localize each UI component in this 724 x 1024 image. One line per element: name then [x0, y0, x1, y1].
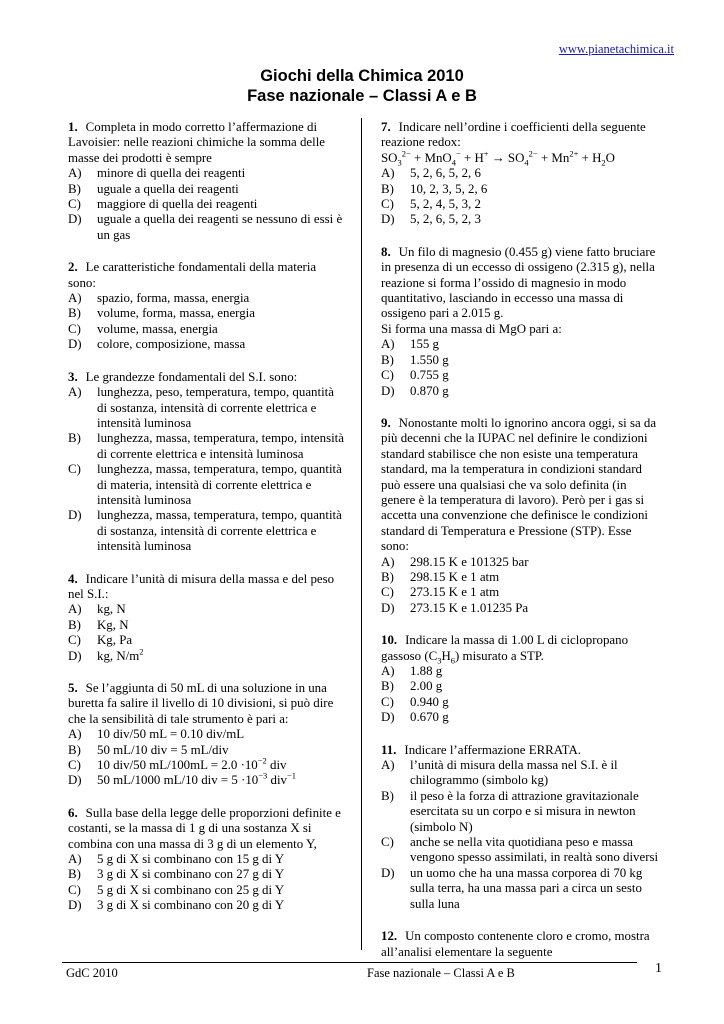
- option-text: spazio, forma, massa, energia: [97, 291, 250, 306]
- option-letter: C): [68, 882, 81, 897]
- option-text: lunghezza, massa, temperatura, tempo, intensità di corrente elettrica e intensità luminosa: [97, 431, 344, 461]
- option-letter: A): [68, 385, 82, 400]
- option-letter: C): [381, 197, 394, 212]
- option-a: [68, 166, 344, 181]
- option-d: [68, 646, 344, 664]
- page-number: 1: [655, 961, 662, 976]
- option-text: 0.755 g: [410, 368, 449, 383]
- option-a: [68, 852, 344, 867]
- option-text: 1.550 g: [410, 352, 449, 367]
- question-text: Indicare l’unità di misura della massa e del peso nel S.I.:: [68, 571, 335, 601]
- superscript: +: [483, 148, 489, 159]
- option-letter: B): [381, 569, 394, 584]
- option-letter: B): [381, 181, 394, 196]
- option-letter: C): [381, 835, 394, 850]
- option-letter: D): [68, 212, 82, 227]
- eq-part: + MnO: [410, 150, 452, 165]
- superscript: −3: [258, 771, 268, 782]
- option-d: [381, 212, 659, 227]
- option-letter: C): [381, 368, 394, 383]
- option-a: [381, 337, 659, 352]
- option-letter: A): [381, 166, 395, 181]
- superscript: −: [455, 148, 461, 159]
- website-link[interactable]: www.pianetachimica.it: [558, 42, 674, 56]
- question-11: [381, 743, 659, 912]
- option-b: [381, 353, 659, 368]
- option-letter: D): [68, 508, 82, 523]
- option-c: [68, 322, 344, 337]
- option-letter: D): [68, 898, 82, 913]
- question-3: [68, 370, 344, 555]
- question-text: Un filo di magnesio (0.455 g) viene fatto bruciare in presenza di un eccesso di ossigeno (2.315 g), nella reazione si forma l’ossido di magnesio in modo quantitativo, lasciando in eccesso una massa di ossigeno pari a 2.015 g.: [381, 244, 656, 321]
- option-d: [68, 773, 344, 788]
- option-letter: D): [381, 600, 395, 615]
- option-a: [381, 555, 659, 570]
- question-text-mid: H: [441, 648, 451, 663]
- question-number: 9.: [381, 415, 391, 430]
- question-text-pre: Indicare la massa di 1.00 L di ciclopropano gassoso (C: [381, 633, 629, 663]
- option-letter: B): [68, 181, 81, 196]
- option-b: [68, 618, 344, 633]
- question-number: 4.: [68, 571, 78, 586]
- superscript: 2−: [401, 148, 411, 159]
- option-text: 10 div/50 mL = 0.10 div/mL: [97, 727, 245, 742]
- option-letter: C): [68, 197, 81, 212]
- option-letter: D): [381, 383, 395, 398]
- option-d: [68, 508, 344, 554]
- question-2: [68, 260, 344, 352]
- superscript: 2−: [528, 148, 538, 159]
- question-6: [68, 806, 344, 914]
- question-text: Le caratteristiche fondamentali della materia sono:: [68, 260, 317, 290]
- option-text: lunghezza, peso, temperatura, tempo, quantità di sostanza, intensità di corrente elettrica e intensità luminosa: [97, 385, 334, 430]
- subscript: 2: [601, 157, 606, 168]
- option-text: 5, 2, 6, 5, 2, 6: [410, 166, 481, 181]
- option-letter: A): [68, 166, 82, 181]
- option-letter: A): [68, 727, 82, 742]
- redox-equation: [381, 148, 659, 168]
- page-title: [0, 66, 724, 106]
- option-letter: A): [381, 664, 395, 678]
- option-c: [68, 755, 344, 773]
- superscript: −2: [257, 755, 267, 766]
- title-line-1: Giochi della Chimica 2010: [260, 67, 464, 85]
- question-5: [68, 681, 344, 789]
- option-text: volume, massa, energia: [97, 321, 218, 336]
- question-text: Se l’aggiunta di 50 mL di una soluzione in una buretta fa salire il livello di 10 divisioni, si può dire che la sensibilità di tale strumento è pari a:: [68, 681, 334, 726]
- superscript: −1: [286, 771, 297, 782]
- option-letter: A): [381, 554, 395, 569]
- option-letter: D): [68, 773, 82, 788]
- option-text: 1.88 g: [410, 664, 443, 678]
- option-text: il peso è la forza di attrazione gravitazionale esercitata su un corpo e si misura in newton (simbolo N): [410, 788, 639, 834]
- option-letter: D): [381, 212, 395, 227]
- question-4: [68, 572, 344, 664]
- option-text-post: div: [266, 758, 287, 773]
- superscript: 2+: [569, 148, 579, 159]
- option-letter: D): [68, 648, 82, 663]
- option-text: colore, composizione, massa: [97, 337, 246, 352]
- question-9: [381, 416, 659, 616]
- option-text: 5 g di X si combinano con 25 g di Y: [97, 882, 285, 897]
- eq-part: SO: [381, 150, 398, 165]
- option-letter: B): [68, 617, 81, 632]
- eq-part: + Mn: [537, 150, 570, 165]
- option-letter: C): [68, 633, 81, 648]
- option-text: 5 g di X si combinano con 15 g di Y: [97, 852, 285, 867]
- option-text: lunghezza, massa, temperatura, tempo, quantità di materia, intensità di corrente elettrica e intensità luminosa: [97, 462, 342, 507]
- option-letter: D): [381, 865, 395, 880]
- option-a: [381, 166, 659, 181]
- option-c: [381, 197, 659, 212]
- option-text: 5, 2, 6, 5, 2, 3: [410, 212, 481, 227]
- option-b: [68, 306, 344, 321]
- question-7: [381, 120, 659, 228]
- option-text: 298.15 K e 1 atm: [410, 569, 500, 584]
- option-text: 273.15 K e 1.01235 Pa: [410, 600, 529, 615]
- option-letter: C): [381, 585, 394, 600]
- option-letter: B): [381, 788, 394, 803]
- question-1: [68, 120, 344, 243]
- option-text-main: kg, N/m: [97, 648, 140, 663]
- option-letter: B): [381, 679, 394, 694]
- question-number: 11.: [381, 742, 397, 757]
- option-d: [68, 898, 344, 913]
- option-c: [68, 197, 344, 212]
- question-text: Sulla base della legge delle proporzioni definite e costanti, se la massa di 1 g di una sostanza X si combina con una massa di 3 g di un elemento Y,: [68, 805, 341, 851]
- option-letter: C): [68, 462, 81, 477]
- option-text-pre: 50 mL/1000 mL/10 div = 5 ·10: [97, 773, 259, 788]
- option-text: 50 mL/10 div = 5 mL/div: [97, 742, 229, 757]
- option-c: [68, 462, 344, 508]
- subscript: 3: [397, 157, 402, 168]
- option-letter: A): [381, 758, 395, 773]
- subscript: 4: [451, 157, 456, 168]
- option-c: [381, 585, 659, 600]
- option-text: [97, 646, 344, 664]
- right-column: [381, 120, 659, 977]
- question-text: Le grandezze fondamentali del S.I. sono:: [85, 369, 298, 384]
- option-text-pre: 10 div/50 mL/100mL = 2.0 ·10: [97, 758, 258, 773]
- option-text: l’unità di misura della massa nel S.I. è il chilogrammo (simbolo kg): [410, 758, 618, 788]
- option-text: 3 g di X si combinano con 20 g di Y: [97, 898, 285, 913]
- option-letter: B): [68, 742, 81, 757]
- eq-part: O: [605, 150, 615, 165]
- eq-part: + H: [460, 150, 484, 165]
- question-number: 5.: [68, 681, 78, 695]
- option-c: [381, 695, 659, 710]
- option-letter: A): [68, 852, 82, 867]
- option-text-mid: div: [267, 773, 287, 788]
- option-text: 10, 2, 3, 5, 2, 6: [410, 181, 488, 196]
- option-text: 2.00 g: [410, 679, 443, 694]
- option-letter: A): [68, 291, 82, 306]
- question-number: 10.: [381, 633, 398, 648]
- option-text: 3 g di X si combinano con 27 g di Y: [97, 867, 285, 882]
- option-d: [68, 212, 344, 243]
- option-b: [68, 182, 344, 197]
- option-c: [381, 368, 659, 383]
- question-number: 1.: [68, 120, 78, 134]
- option-b: [68, 743, 344, 758]
- option-c: [68, 633, 344, 648]
- option-text: Kg, N: [97, 617, 129, 632]
- option-b: [381, 789, 659, 835]
- option-text: [97, 773, 344, 788]
- option-letter: C): [68, 758, 81, 773]
- option-text: lunghezza, massa, temperatura, tempo, quantità di sostanza, intensità di corrente elettrica e intensità luminosa: [97, 508, 342, 554]
- question-8: [381, 245, 659, 399]
- option-c: [68, 883, 344, 898]
- option-text: 5, 2, 4, 5, 3, 2: [410, 197, 481, 212]
- question-text-post: ) misurato a STP.: [455, 648, 544, 663]
- question-number: 2.: [68, 260, 78, 275]
- option-b: [381, 182, 659, 197]
- option-c: [381, 835, 659, 866]
- option-text: kg, N: [97, 602, 126, 617]
- eq-part: → SO: [488, 150, 525, 165]
- option-text: 0.870 g: [410, 383, 449, 398]
- question-10: [381, 633, 659, 725]
- option-text: uguale a quella dei reagenti se nessuno di essi è un gas: [97, 212, 343, 242]
- question-number: 6.: [68, 805, 78, 820]
- footer-divider: [62, 962, 637, 963]
- option-text: minore di quella dei reagenti: [97, 166, 246, 181]
- option-b: [68, 431, 344, 462]
- left-column: [68, 120, 344, 931]
- option-b: [381, 679, 659, 694]
- option-text: 0.670 g: [410, 710, 449, 725]
- option-text: 273.15 K e 1 atm: [410, 585, 500, 600]
- question-number: 3.: [68, 369, 78, 384]
- superscript: 2: [139, 646, 144, 657]
- subscript: 4: [524, 157, 529, 168]
- option-letter: B): [68, 431, 81, 446]
- option-letter: D): [381, 710, 395, 725]
- question-text-2: Si forma una massa di MgO pari a:: [381, 321, 562, 336]
- question-number: 12.: [381, 929, 398, 944]
- option-letter: D): [68, 337, 82, 352]
- option-text: 155 g: [410, 337, 440, 352]
- footer-center: Fase nazionale – Classi A e B: [367, 966, 515, 980]
- option-b: [381, 570, 659, 585]
- option-a: [381, 664, 659, 679]
- option-text: un uomo che ha una massa corporea di 70 kg sulla terra, ha una massa pari a circa un sesto sulla luna: [410, 865, 643, 911]
- option-letter: A): [68, 602, 82, 617]
- subscript: 6: [450, 655, 456, 666]
- title-line-2: Fase nazionale – Classi A e B: [247, 87, 477, 105]
- question-text: Indicare l’affermazione ERRATA.: [404, 742, 582, 757]
- option-text: volume, forma, massa, energia: [97, 306, 255, 321]
- option-d: [68, 337, 344, 352]
- option-a: [381, 758, 659, 789]
- option-text: anche se nella vita quotidiana peso e massa vengono spesso assimilati, in realtà sono diversi: [410, 835, 659, 865]
- option-letter: B): [68, 306, 81, 321]
- option-a: [68, 291, 344, 306]
- option-a: [68, 385, 344, 431]
- option-text: Kg, Pa: [97, 633, 133, 648]
- option-d: [381, 710, 659, 725]
- option-letter: C): [381, 694, 394, 709]
- eq-part: + H: [578, 150, 602, 165]
- question-number: 8.: [381, 244, 391, 259]
- option-letter: C): [68, 321, 81, 336]
- question-text: Un composto contenente cloro e cromo, mostra all’analisi elementare la seguente: [381, 929, 650, 959]
- question-12: [381, 929, 659, 960]
- option-d: [381, 601, 659, 616]
- subscript: 3: [437, 655, 442, 666]
- option-text: [97, 755, 344, 773]
- option-letter: B): [381, 352, 394, 367]
- question-text: Indicare nell’ordine i coefficienti della seguente reazione redox:: [381, 120, 646, 150]
- option-a: [68, 727, 344, 742]
- option-text: maggiore di quella dei reagenti: [97, 197, 258, 212]
- option-d: [381, 384, 659, 399]
- option-text: uguale a quella dei reagenti: [97, 181, 239, 196]
- question-number: 7.: [381, 120, 391, 134]
- question-text: Nonostante molti lo ignorino ancora oggi, si sa da più decenni che la IUPAC nel definire le condizioni standard stabilisce che non esiste una temperatura standard, ma la temperatura in condizioni standard può essere una qualsiasi che va solo definita (in genere è la temperatura di lavoro). Però per i gas si accetta una convenzione che definisce le condizioni standard di Temperatura e Pressione (STP). Esse sono:: [381, 415, 657, 554]
- option-letter: A): [381, 337, 395, 352]
- option-letter: B): [68, 867, 81, 882]
- option-text: 0.940 g: [410, 694, 449, 709]
- option-d: [381, 866, 659, 912]
- option-b: [68, 867, 344, 882]
- option-text: 298.15 K e 101325 bar: [410, 554, 529, 569]
- footer-left: GdC 2010: [66, 966, 118, 980]
- question-text: Completa in modo corretto l’affermazione di Lavoisier: nelle reazioni chimiche la somma delle masse dei prodotti è sempre: [68, 120, 325, 165]
- column-divider: [361, 118, 362, 950]
- option-a: [68, 602, 344, 617]
